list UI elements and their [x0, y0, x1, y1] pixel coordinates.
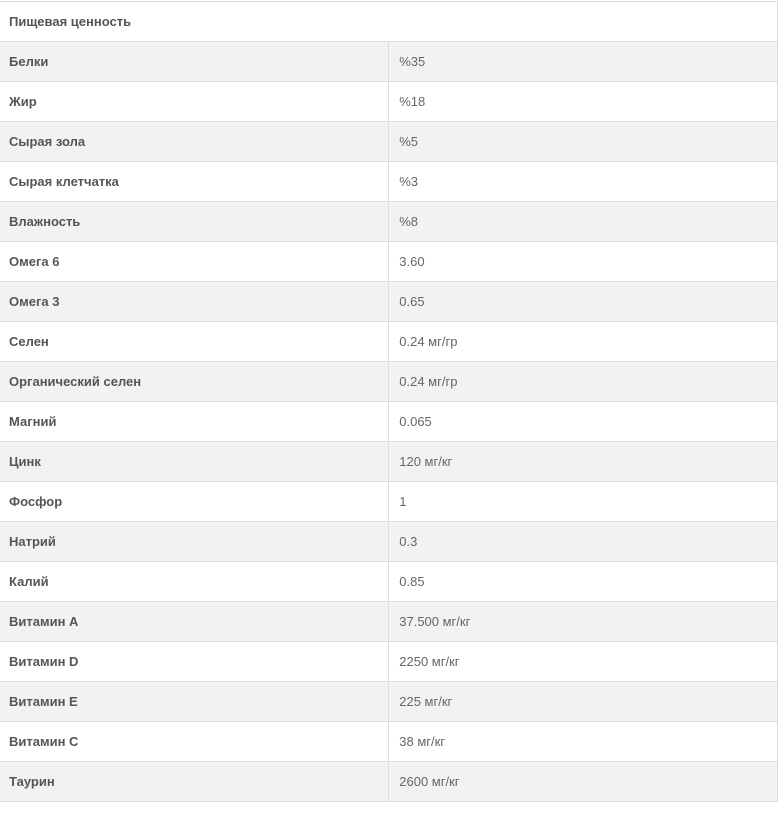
- nutrient-value: 2250 мг/кг: [389, 642, 778, 682]
- nutrient-value: 120 мг/кг: [389, 442, 778, 482]
- nutrient-name: Органический селен: [0, 362, 389, 402]
- nutrient-value: 0.24 мг/гр: [389, 362, 778, 402]
- table-row: [0, 482, 778, 522]
- table-row: [0, 602, 778, 642]
- nutrient-name: Омега 6: [0, 242, 389, 282]
- nutrient-value: 0.65: [389, 282, 778, 322]
- nutrient-value: 0.065: [389, 402, 778, 442]
- table-row: [0, 202, 778, 242]
- nutrient-name: Витамин E: [0, 682, 389, 722]
- nutrient-name: Селен: [0, 322, 389, 362]
- nutrient-value: 0.85: [389, 562, 778, 602]
- nutrient-name: Калий: [0, 562, 389, 602]
- nutrient-name: Таурин: [0, 762, 389, 802]
- nutrient-name: Влажность: [0, 202, 389, 242]
- table-row: [0, 42, 778, 82]
- nutrient-name: Фосфор: [0, 482, 389, 522]
- nutrient-name: Сырая зола: [0, 122, 389, 162]
- nutrient-value: %5: [389, 122, 778, 162]
- table-row: [0, 402, 778, 442]
- nutrient-value: 0.3: [389, 522, 778, 562]
- table-row: [0, 162, 778, 202]
- nutrient-value: 37.500 мг/кг: [389, 602, 778, 642]
- table-row: [0, 442, 778, 482]
- table-row: [0, 282, 778, 322]
- nutrient-value: %3: [389, 162, 778, 202]
- nutrient-value: %18: [389, 82, 778, 122]
- nutrient-name: Белки: [0, 42, 389, 82]
- table-row: [0, 122, 778, 162]
- nutrient-value: 0.24 мг/гр: [389, 322, 778, 362]
- table-row: [0, 82, 778, 122]
- nutrient-name: Магний: [0, 402, 389, 442]
- nutrient-name: Сырая клетчатка: [0, 162, 389, 202]
- table-row: [0, 562, 778, 602]
- table-row: [0, 522, 778, 562]
- nutrient-name: Витамин D: [0, 642, 389, 682]
- table-row: [0, 722, 778, 762]
- nutrient-value: 2600 мг/кг: [389, 762, 778, 802]
- nutrition-table: [0, 1, 778, 802]
- table-row: [0, 322, 778, 362]
- nutrient-value: 3.60: [389, 242, 778, 282]
- nutrient-value: 38 мг/кг: [389, 722, 778, 762]
- nutrition-table-body: [0, 2, 778, 802]
- nutrient-value: %8: [389, 202, 778, 242]
- nutrient-value: 225 мг/кг: [389, 682, 778, 722]
- table-header-row: [0, 2, 778, 42]
- table-row: [0, 362, 778, 402]
- table-row: [0, 762, 778, 802]
- nutrient-name: Витамин А: [0, 602, 389, 642]
- nutrient-name: Витамин C: [0, 722, 389, 762]
- table-header-cell: Пищевая ценность: [0, 2, 778, 42]
- nutrient-name: Жир: [0, 82, 389, 122]
- nutrient-value: 1: [389, 482, 778, 522]
- table-row: [0, 682, 778, 722]
- nutrient-name: Омега 3: [0, 282, 389, 322]
- nutrient-name: Натрий: [0, 522, 389, 562]
- table-row: [0, 642, 778, 682]
- table-row: [0, 242, 778, 282]
- nutrient-value: %35: [389, 42, 778, 82]
- nutrient-name: Цинк: [0, 442, 389, 482]
